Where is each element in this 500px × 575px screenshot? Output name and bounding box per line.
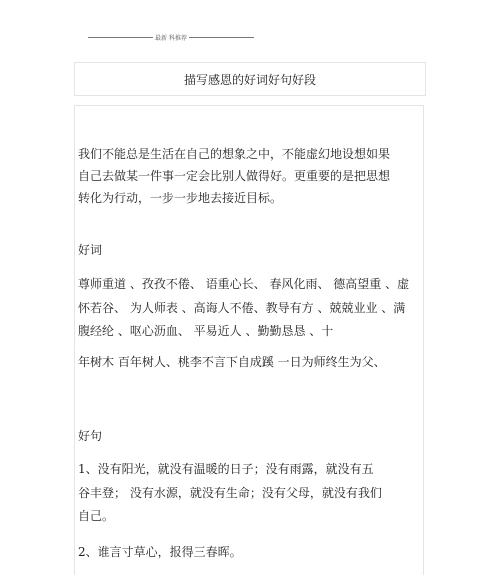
intro-line: 自己去做某一件事一定会比别人做得好。更重要的是把思想 xyxy=(78,169,391,183)
page-header xyxy=(88,33,254,42)
section-heading-haoci: 好词 xyxy=(78,243,103,257)
document-title: 描写感恩的好词好句好段 xyxy=(74,62,426,96)
header-label: 最新 科推荐 xyxy=(155,35,187,42)
haoci-line: 腹经纶 、呕心沥血、 平易近人 、勤勤恳恳 、十 xyxy=(78,324,334,338)
haoju-line: 谷丰登； 没有水源，就没有生命；没有父母，就没有我们 xyxy=(78,486,382,500)
haoci-line: 年树木 百年树人、桃李不言下自成蹊 一日为师终生为父、 xyxy=(78,355,386,369)
header-rule-right xyxy=(189,37,254,38)
intro-line: 我们不能总是生活在自己的想象之中，不能虚幻地设想如果 xyxy=(78,147,391,161)
haoju-line: 1、没有阳光，就没有温暖的日子；没有雨露，就没有五 xyxy=(78,462,374,476)
haoju-line: 自己。 xyxy=(78,509,115,523)
document-body xyxy=(74,105,424,575)
haoci-line: 怀若谷、 为人师表 、高诲人不倦、教导有方 、兢兢业业 、满 xyxy=(78,301,406,315)
header-rule-left xyxy=(88,37,153,38)
haoju-line: 2、谁言寸草心，报得三春晖。 xyxy=(78,545,242,559)
section-heading-haoju: 好句 xyxy=(78,429,103,443)
haoci-line: 尊师重道 、孜孜不倦、 语重心长、 春风化雨、 德高望重 、虚 xyxy=(78,277,410,291)
intro-line: 转化为行动，一步一步地去接近目标。 xyxy=(78,191,283,205)
